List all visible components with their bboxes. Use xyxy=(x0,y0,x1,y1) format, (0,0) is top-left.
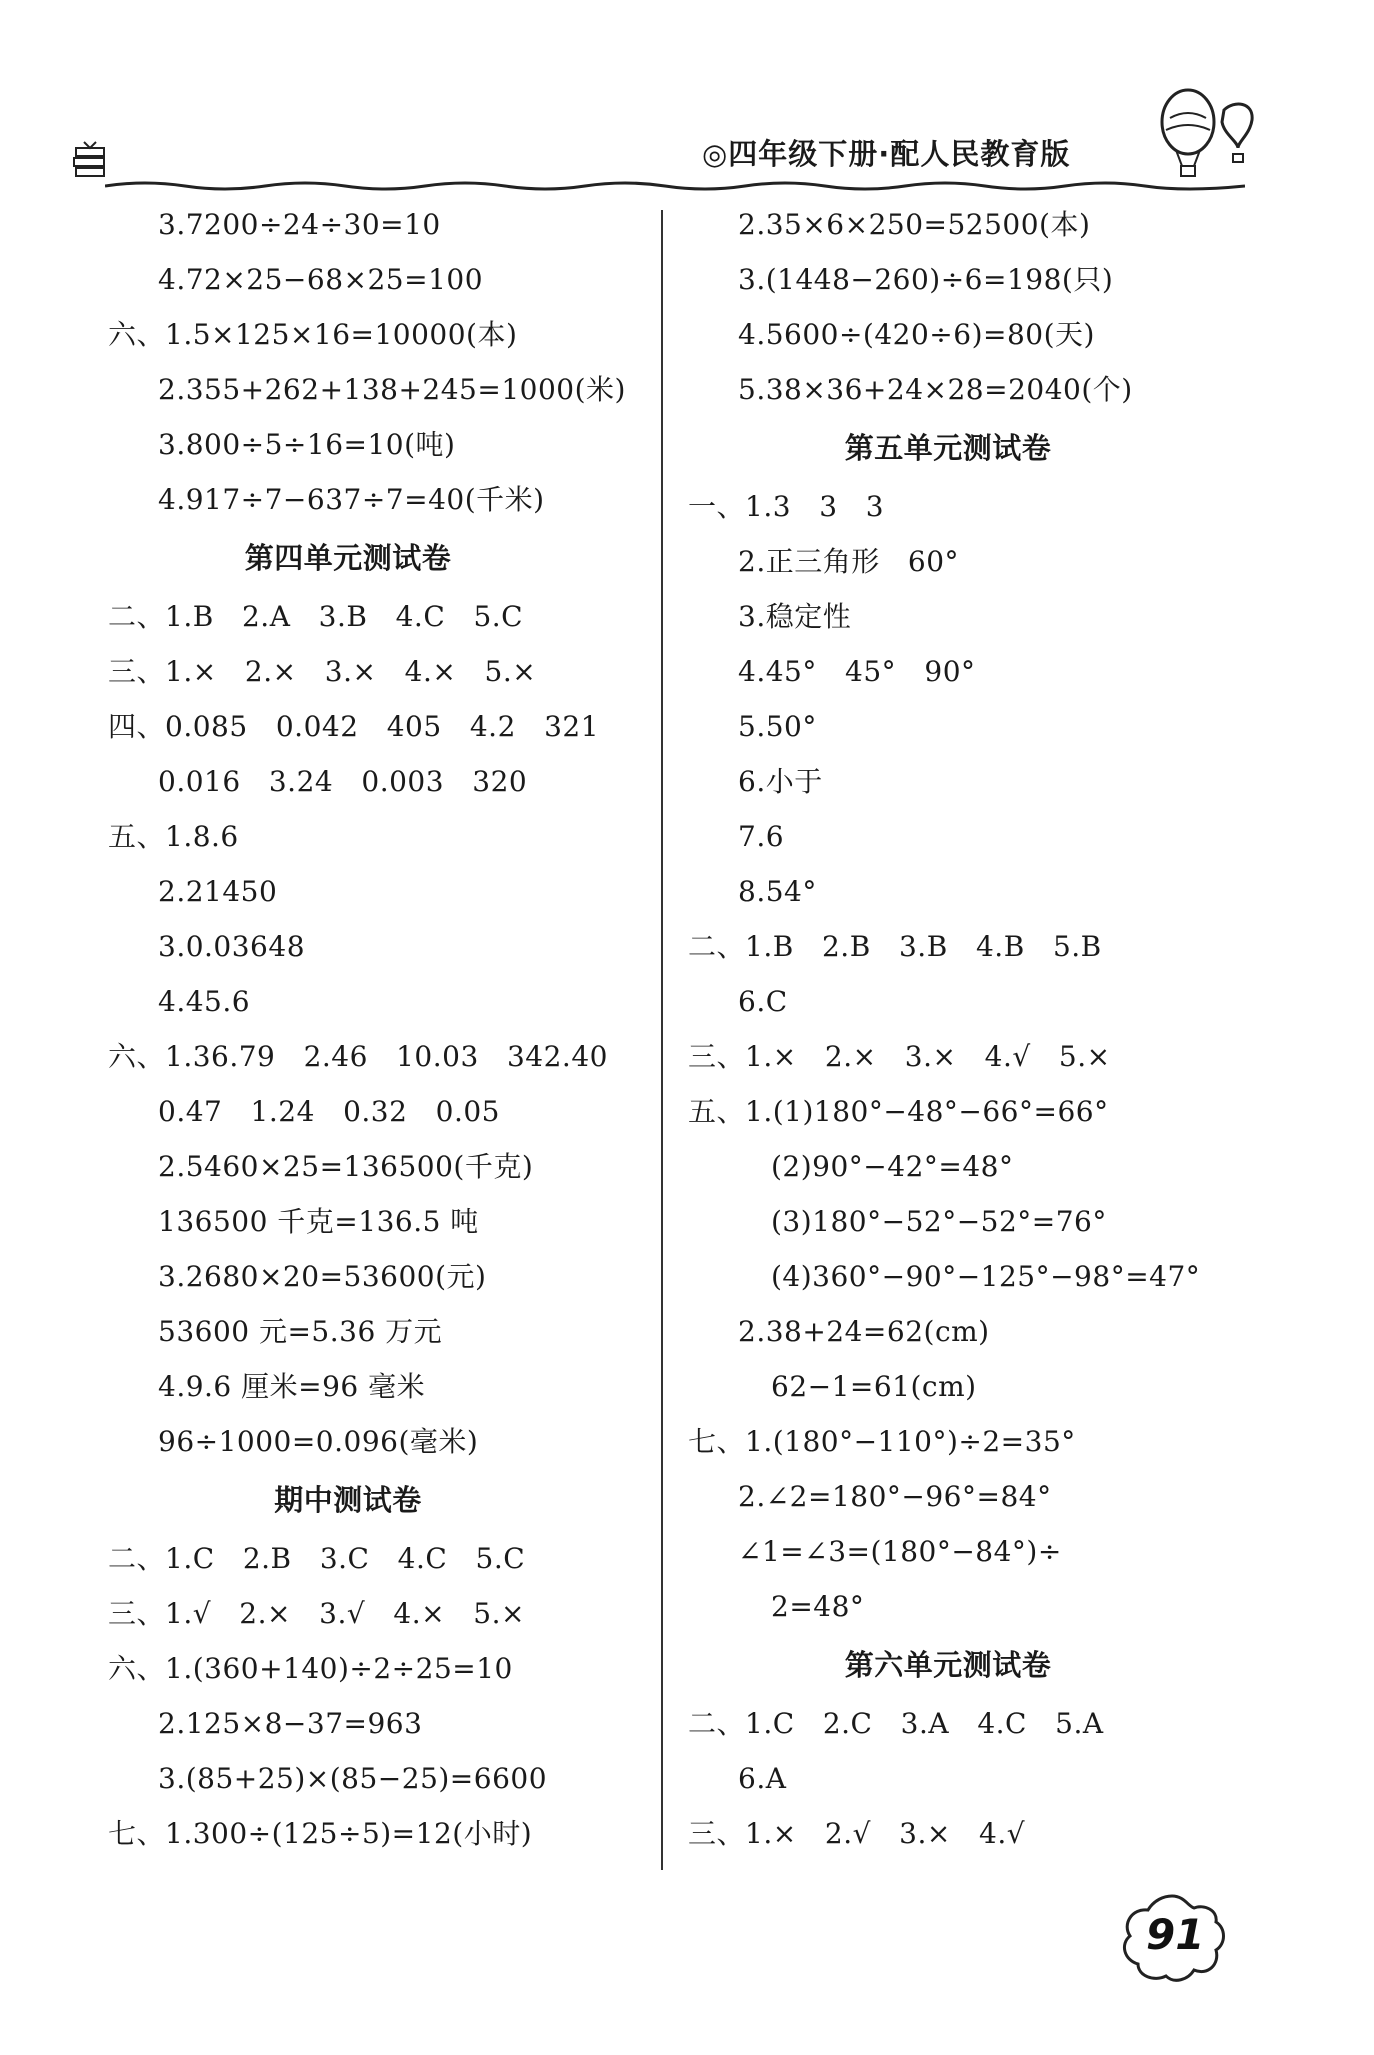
answer-line: 六、1.(360+140)÷2÷25=10 xyxy=(108,1652,513,1685)
section-title: 第四单元测试卷 xyxy=(244,541,452,575)
section-title: 第六单元测试卷 xyxy=(844,1648,1052,1682)
section-title: 期中测试卷 xyxy=(274,1483,422,1517)
answer-line: 7.6 xyxy=(738,820,785,853)
left-column xyxy=(108,197,648,1861)
answer-line: 5.38×36+24×28=2040(个) xyxy=(738,373,1133,406)
answer-line: 5.50° xyxy=(738,710,817,743)
header-rule xyxy=(105,178,1245,192)
answer-line: 6.小于 xyxy=(738,765,823,798)
answer-line: 二、1.B 2.B 3.B 4.B 5.B xyxy=(688,930,1102,963)
answer-line: 3.7200÷24÷30=10 xyxy=(158,208,441,241)
answer-line: (3)180°−52°−52°=76° xyxy=(771,1205,1107,1238)
answer-line: 4.5600÷(420÷6)=80(天) xyxy=(738,318,1095,351)
book-stack-icon xyxy=(70,140,110,186)
answer-line: 53600 元=5.36 万元 xyxy=(158,1315,443,1348)
answer-line: 2.355+262+138+245=1000(米) xyxy=(158,373,626,406)
header-title: ◎四年级下册·配人民教育版 xyxy=(702,137,1071,171)
answer-line: 2.21450 xyxy=(158,875,278,908)
answer-line: 2=48° xyxy=(771,1590,865,1623)
right-column xyxy=(688,197,1268,1861)
answer-line: 62−1=61(cm) xyxy=(771,1370,977,1403)
answer-line: 3.稳定性 xyxy=(738,600,852,633)
answer-line: 2.5460×25=136500(千克) xyxy=(158,1150,534,1183)
answer-line: (2)90°−42°=48° xyxy=(771,1150,1014,1183)
answer-line: 96÷1000=0.096(毫米) xyxy=(158,1425,479,1458)
answer-line: 0.016 3.24 0.003 320 xyxy=(158,765,528,798)
answer-line: 3.(1448−260)÷6=198(只) xyxy=(738,263,1114,296)
answer-line: 六、1.36.79 2.46 10.03 342.40 xyxy=(108,1040,608,1073)
answer-line: 2.∠2=180°−96°=84° xyxy=(738,1480,1052,1513)
answer-line: 二、1.C 2.B 3.C 4.C 5.C xyxy=(108,1542,526,1575)
answer-line: 六、1.5×125×16=10000(本) xyxy=(108,318,518,351)
answer-line: 三、1.× 2.× 3.× 4.× 5.× xyxy=(108,655,537,688)
answer-line: 2.正三角形 60° xyxy=(738,545,960,578)
answer-line: 6.A xyxy=(738,1762,787,1795)
answer-line: 6.C xyxy=(738,985,788,1018)
answer-line: 五、1.(1)180°−48°−66°=66° xyxy=(688,1095,1109,1128)
answer-line: 4.917÷7−637÷7=40(千米) xyxy=(158,483,545,516)
answer-line: 七、1.300÷(125÷5)=12(小时) xyxy=(108,1817,533,1850)
answer-line: (4)360°−90°−125°−98°=47° xyxy=(771,1260,1201,1293)
answer-line: 3.2680×20=53600(元) xyxy=(158,1260,487,1293)
answer-line: 4.45° 45° 90° xyxy=(738,655,976,688)
answer-line: ∠1=∠3=(180°−84°)÷ xyxy=(738,1535,1062,1568)
section-title: 第五单元测试卷 xyxy=(844,431,1052,465)
answer-line: 二、1.C 2.C 3.A 4.C 5.A xyxy=(688,1707,1104,1740)
answer-line: 0.47 1.24 0.32 0.05 xyxy=(158,1095,500,1128)
answer-line: 三、1.√ 2.× 3.√ 4.× 5.× xyxy=(108,1597,525,1630)
answer-line: 五、1.8.6 xyxy=(108,820,239,853)
answer-line: 8.54° xyxy=(738,875,817,908)
answer-line: 2.35×6×250=52500(本) xyxy=(738,208,1091,241)
answer-line: 四、0.085 0.042 405 4.2 321 xyxy=(108,710,600,743)
hot-air-balloon-icon xyxy=(1148,88,1264,188)
answer-line: 3.800÷5÷16=10(吨) xyxy=(158,428,456,461)
answer-line: 4.45.6 xyxy=(158,985,251,1018)
page-number: 91 xyxy=(1146,1910,1205,1959)
answer-line: 3.0.03648 xyxy=(158,930,306,963)
answer-line: 4.72×25−68×25=100 xyxy=(158,263,484,296)
answer-line: 七、1.(180°−110°)÷2=35° xyxy=(688,1425,1076,1458)
answer-line: 2.125×8−37=963 xyxy=(158,1707,423,1740)
answer-line: 2.38+24=62(cm) xyxy=(738,1315,990,1348)
answer-line: 三、1.× 2.√ 3.× 4.√ xyxy=(688,1817,1026,1850)
answer-line: 三、1.× 2.× 3.× 4.√ 5.× xyxy=(688,1040,1111,1073)
column-divider xyxy=(661,210,663,1870)
answer-line: 136500 千克=136.5 吨 xyxy=(158,1205,479,1238)
answer-line: 一、1.3 3 3 xyxy=(688,490,885,523)
answer-line: 二、1.B 2.A 3.B 4.C 5.C xyxy=(108,600,524,633)
answer-line: 3.(85+25)×(85−25)=6600 xyxy=(158,1762,548,1795)
answer-line: 4.9.6 厘米=96 毫米 xyxy=(158,1370,426,1403)
